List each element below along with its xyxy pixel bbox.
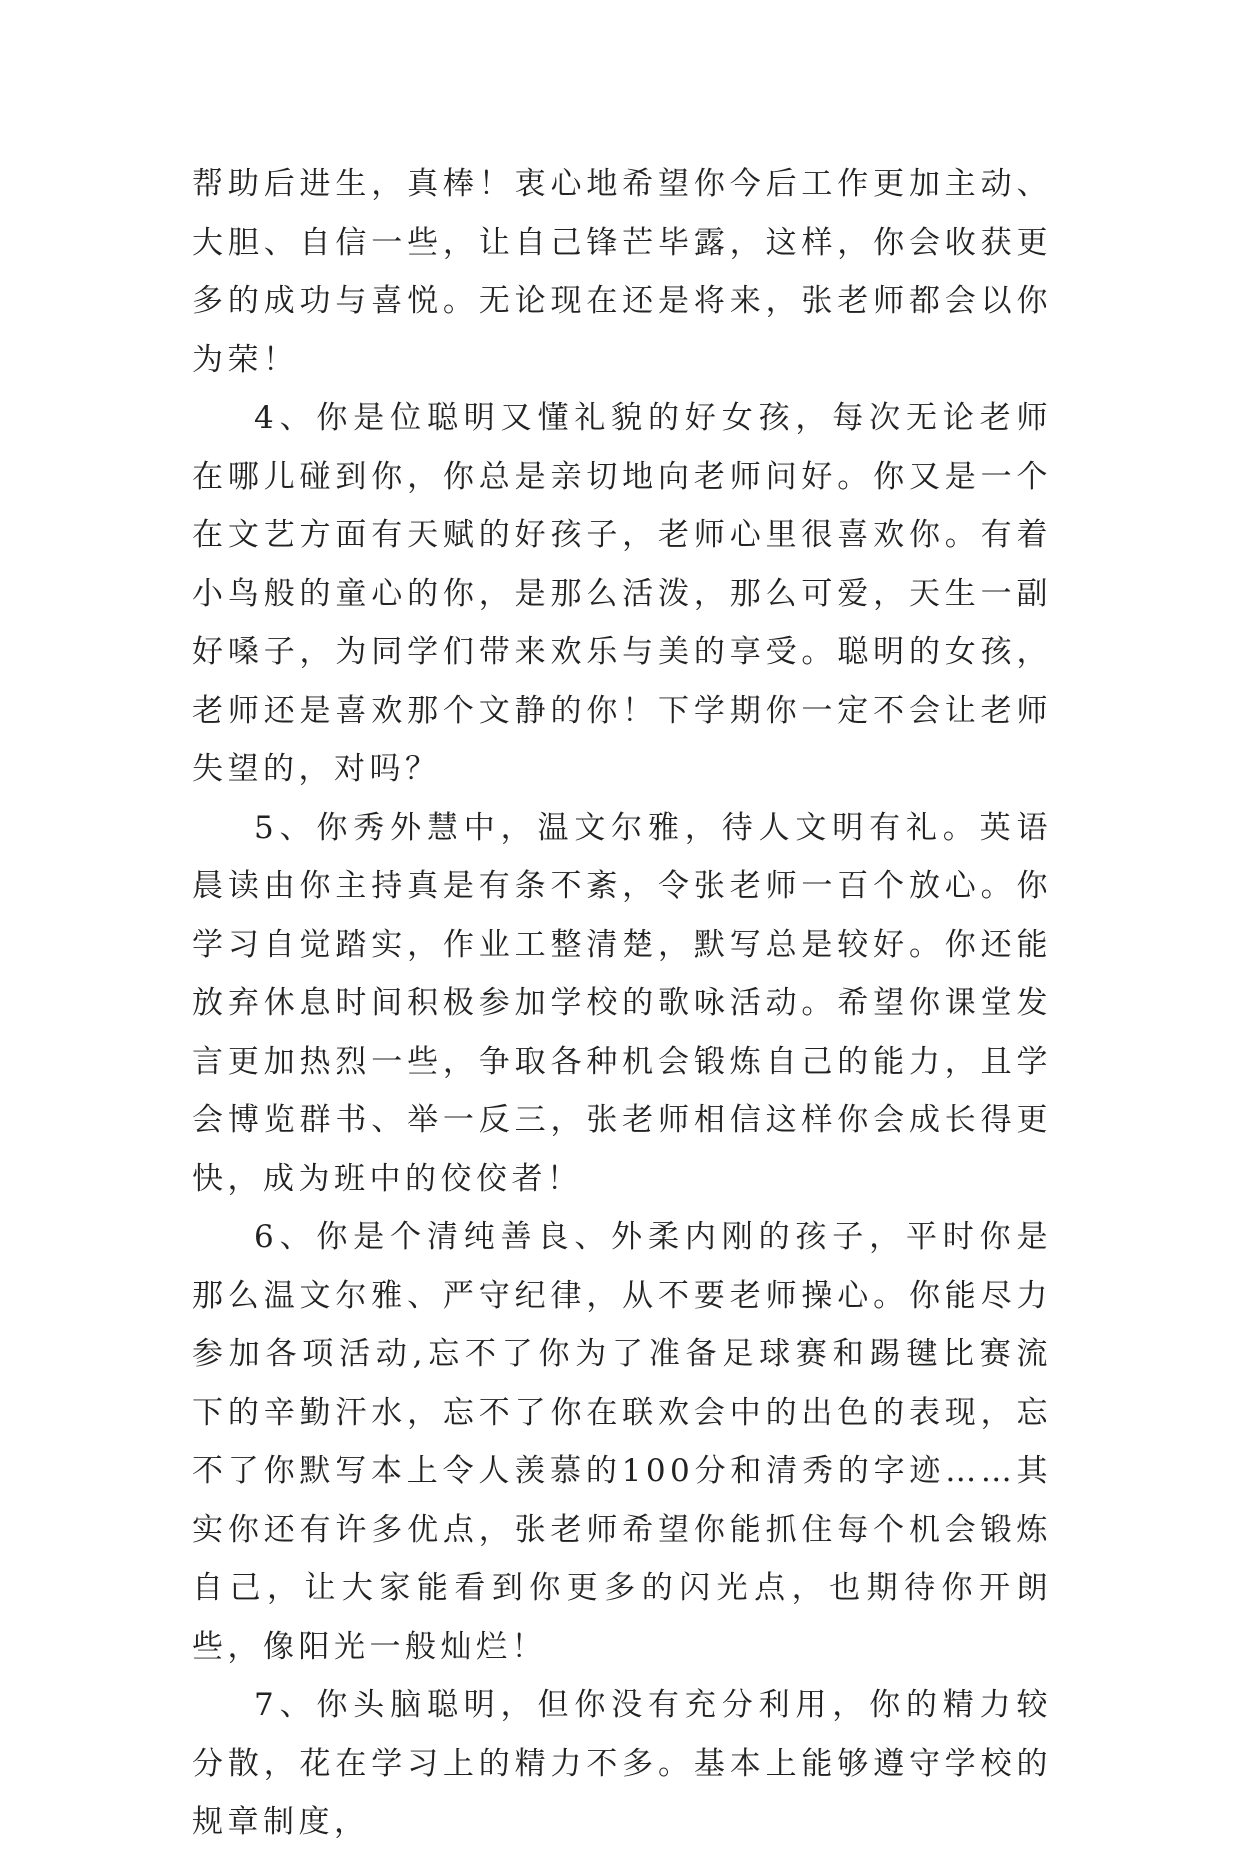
paragraph-item-5: 5、你秀外慧中，温文尔雅，待人文明有礼。英语晨读由你主持真是有条不紊，令张老师一百个放心。你学习自觉踏实，作业工整清楚，默写总是较好。你还能放弃休息时间积极参加学校的歌咏活动。希望你课堂发言更加热烈一些，争取各种机会锻炼自己的能力，且学会博览群书、举一反三，张老师相信这样你会成长得更快，成为班中的佼佼者！ <box>192 809 1052 1197</box>
document-body <box>192 155 1052 1852</box>
paragraph-item-6: 6、你是个清纯善良、外柔内刚的孩子，平时你是那么温文尔雅、严守纪律，从不要老师操心。你能尽力参加各项活动,忘不了你为了准备足球赛和踢毽比赛流下的辛勤汗水，忘不了你在联欢会中的出色的表现，忘不了你默写本上令人羡慕的100分和清秀的字迹……其实你还有许多优点，张老师希望你能抓住每个机会锻炼自己，让大家能看到你更多的闪光点，也期待你开朗些，像阳光一般灿烂！ <box>192 1219 1052 1665</box>
paragraph-continuation: 帮助后进生，真棒！衷心地希望你今后工作更加主动、大胆、自信一些，让自己锋芒毕露，这样，你会收获更多的成功与喜悦。无论现在还是将来，张老师都会以你为荣！ <box>192 166 1052 378</box>
paragraph-item-7: 7、你头脑聪明，但你没有充分利用，你的精力较分散，花在学习上的精力不多。基本上能够遵守学校的规章制度， <box>192 1687 1052 1840</box>
paragraph-item-4: 4、你是位聪明又懂礼貌的好女孩，每次无论老师在哪儿碰到你，你总是亲切地向老师问好。你又是一个在文艺方面有天赋的好孩子，老师心里很喜欢你。有着小鸟般的童心的你，是那么活泼，那么可爱，天生一副好嗓子，为同学们带来欢乐与美的享受。聪明的女孩，老师还是喜欢那个文静的你！下学期你一定不会让老师失望的，对吗？ <box>192 400 1052 787</box>
